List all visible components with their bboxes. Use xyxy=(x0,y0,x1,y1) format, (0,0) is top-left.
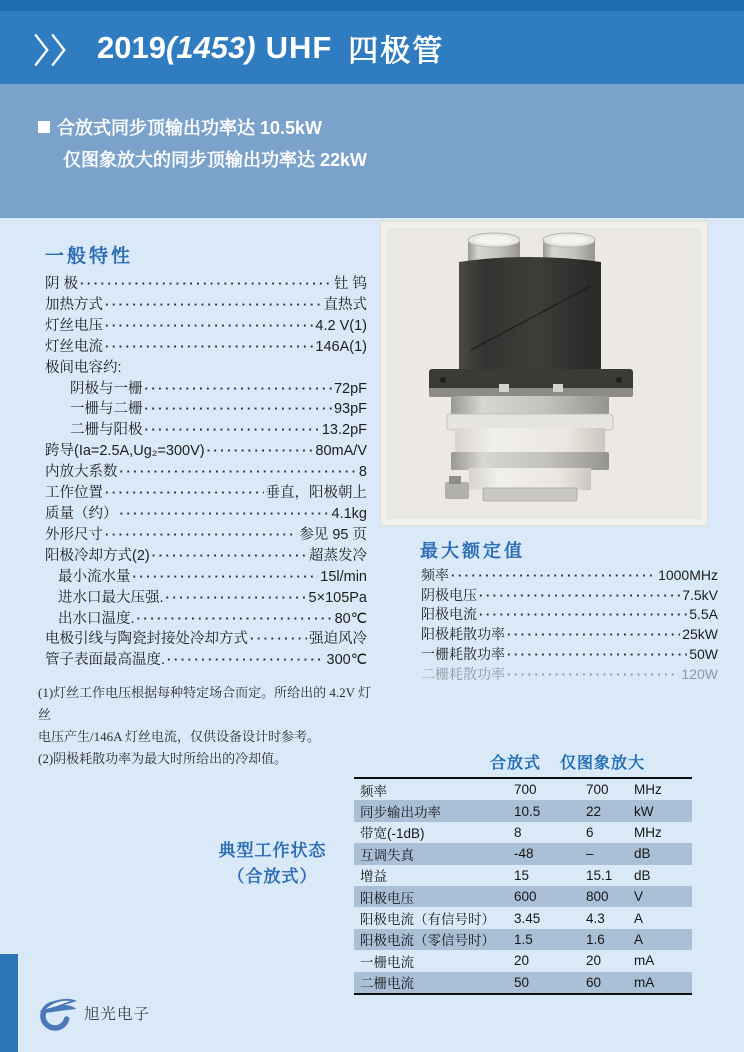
value-vision-only: 20 xyxy=(586,953,602,969)
table-row xyxy=(354,929,692,950)
row-label: 带宽(-1dB) xyxy=(360,826,425,842)
value-combined: 20 xyxy=(514,953,530,969)
spec-value: 146A(1) xyxy=(315,338,367,355)
spec-label: 一栅与二栅 xyxy=(70,401,143,418)
table-row xyxy=(354,886,692,907)
rating-row xyxy=(421,566,718,586)
spec-label: 进水口最大压强. xyxy=(58,589,164,606)
row-unit: dB xyxy=(634,867,651,883)
dot-leader xyxy=(479,605,687,625)
spec-label: 工作位置 xyxy=(45,485,103,502)
row-unit: MHz xyxy=(634,782,662,798)
row-unit: kW xyxy=(634,803,654,819)
dot-leader xyxy=(133,567,319,588)
rating-row xyxy=(421,645,718,665)
value-vision-only: 22 xyxy=(586,803,602,819)
value-combined: 600 xyxy=(514,889,537,905)
dot-leader xyxy=(145,420,320,441)
rating-label: 阳极电流 xyxy=(421,606,477,623)
spec-row xyxy=(45,609,367,630)
spec-row xyxy=(45,399,367,420)
row-label: 增益 xyxy=(360,869,387,885)
dot-leader xyxy=(120,462,357,483)
spec-value: 4.1kg xyxy=(331,505,367,522)
value-vision-only: 700 xyxy=(586,782,609,798)
chevrons-icon: 〉〉 xyxy=(34,33,83,70)
table-row xyxy=(354,950,692,971)
highlight-band xyxy=(0,84,744,218)
row-label: 频率 xyxy=(360,783,387,799)
spec-row xyxy=(45,588,367,609)
column-header-vision-only: 仅图象放大 xyxy=(560,755,646,772)
tube-model: 2019 xyxy=(97,29,166,65)
spec-value: 4.2 V(1) xyxy=(315,317,367,334)
value-vision-only: 1.6 xyxy=(586,931,605,947)
spec-value: 5×105Pa xyxy=(308,589,367,606)
dot-leader xyxy=(250,629,307,650)
spec-label: 阴 极 xyxy=(45,276,79,292)
spec-row xyxy=(45,337,367,358)
table-row xyxy=(354,822,692,843)
value-combined: 700 xyxy=(514,782,537,798)
band-label: UHF xyxy=(265,29,333,65)
dot-leader xyxy=(507,645,687,665)
top-accent-strip xyxy=(0,0,744,11)
highlight-line-2: 仅图象放大的同步顶输出功率达 22kW xyxy=(63,150,368,170)
row-unit: V xyxy=(634,889,644,905)
dot-leader xyxy=(145,399,332,420)
spec-label: 灯丝电压 xyxy=(45,317,103,334)
spec-row xyxy=(45,546,367,567)
dot-leader xyxy=(207,441,314,462)
typical-operation-caption xyxy=(185,838,360,890)
rating-value: 5.5A xyxy=(689,606,718,623)
row-unit: A xyxy=(634,910,644,926)
spec-value: 参见 95 页 xyxy=(299,526,367,543)
dot-leader xyxy=(451,566,656,586)
spec-label: 出水口温度. xyxy=(58,610,135,627)
table-header xyxy=(354,748,692,777)
company-name: 旭光电子 xyxy=(84,1006,151,1023)
row-label: 一栅电流 xyxy=(360,954,414,970)
general-characteristics-list xyxy=(45,274,367,671)
dot-leader xyxy=(105,337,313,358)
highlight-text-1: 合放式同步顶输出功率达 10.5kW xyxy=(57,118,323,138)
spec-label: 灯丝电流 xyxy=(45,338,103,355)
square-bullet-icon xyxy=(38,121,50,133)
operating-conditions-table xyxy=(354,748,692,995)
rating-value: 1000MHz xyxy=(658,567,718,583)
table-body xyxy=(354,777,692,995)
spec-value: 15l/min xyxy=(320,568,367,585)
spec-value: 8 xyxy=(358,464,367,481)
value-combined: -48 xyxy=(514,846,534,862)
table-row xyxy=(354,843,692,864)
rating-value: 50W xyxy=(689,645,718,662)
row-label: 二栅电流 xyxy=(360,976,414,992)
spec-label: 外形尺寸 xyxy=(45,526,103,543)
row-unit: dB xyxy=(634,846,651,862)
tube-variant: (1453) xyxy=(165,29,256,65)
spec-label: 最小流水量 xyxy=(58,568,131,585)
dot-leader xyxy=(80,274,332,295)
spec-label: 极间电容约: xyxy=(45,359,122,376)
spec-row xyxy=(45,379,367,400)
footer-accent-strip xyxy=(0,954,18,1052)
spec-label: 二栅与阳极 xyxy=(70,422,143,439)
column-header-combined-amp: 合放式 xyxy=(490,755,542,772)
dot-leader xyxy=(166,588,307,609)
spec-value: 强迫风冷 xyxy=(309,631,367,648)
spec-value: 72pF xyxy=(333,380,367,397)
company-logo-icon xyxy=(32,992,78,1034)
spec-label: 质量（约） xyxy=(45,505,118,522)
row-label: 阳极电流（零信号时） xyxy=(360,933,495,949)
page-header xyxy=(0,11,744,84)
spec-row xyxy=(45,567,367,588)
value-vision-only: 800 xyxy=(586,889,609,905)
value-combined: 3.45 xyxy=(514,910,541,926)
typical-caption-line-2: （合放式） xyxy=(227,867,318,886)
value-combined: 10.5 xyxy=(514,803,541,819)
rating-label: 阳极耗散功率 xyxy=(421,626,505,643)
spec-row xyxy=(45,316,367,337)
spec-row xyxy=(45,462,367,483)
footnotes xyxy=(38,682,374,770)
spec-row xyxy=(45,650,367,671)
spec-label: 内放大系数 xyxy=(45,464,118,481)
spec-value: 300℃ xyxy=(326,652,367,669)
rating-row xyxy=(421,625,718,645)
rating-value: 7.5kV xyxy=(682,586,718,603)
spec-value: 80℃ xyxy=(334,610,367,627)
row-label: 阳极电压 xyxy=(360,890,414,906)
tube-type: 四极管 xyxy=(348,34,445,68)
rating-row xyxy=(421,586,718,606)
value-vision-only: 60 xyxy=(586,974,602,990)
max-ratings-list xyxy=(421,566,718,684)
dot-leader xyxy=(105,525,297,546)
product-photo-frame xyxy=(380,221,708,526)
spec-value: 钍 钨 xyxy=(333,276,367,292)
dot-leader xyxy=(105,295,322,316)
rating-label: 一栅耗散功率 xyxy=(421,645,505,662)
rating-label: 频率 xyxy=(421,567,449,583)
dot-leader xyxy=(167,650,324,671)
spec-row xyxy=(45,525,367,546)
spec-value: 80mA/V xyxy=(315,443,367,460)
max-ratings-heading: 最大额定值 xyxy=(420,541,525,561)
tube-photo xyxy=(387,228,701,519)
spec-row xyxy=(45,274,367,295)
spec-row xyxy=(45,420,367,441)
dot-leader xyxy=(507,665,679,685)
dot-leader xyxy=(120,504,330,525)
tetrode-tube-illustration xyxy=(387,228,701,519)
table-row xyxy=(354,972,692,993)
dot-leader xyxy=(507,625,680,645)
rating-row xyxy=(421,605,718,625)
row-label: 阳极电流（有信号时） xyxy=(360,912,495,928)
dot-leader xyxy=(105,316,313,337)
spec-label: 阴极与一栅 xyxy=(70,380,143,397)
spec-row xyxy=(45,629,367,650)
row-unit: mA xyxy=(634,953,655,969)
value-combined: 1.5 xyxy=(514,931,533,947)
spec-row xyxy=(45,295,367,316)
spec-label: 管子表面最高温度. xyxy=(45,652,166,669)
rating-label: 二栅耗散功率 xyxy=(421,665,505,682)
rating-value: 120W xyxy=(681,665,718,682)
typical-caption-line-1: 典型工作状态 xyxy=(218,841,327,860)
value-combined: 50 xyxy=(514,974,530,990)
row-unit: A xyxy=(634,931,644,947)
table-row xyxy=(354,800,692,821)
dot-leader xyxy=(137,609,333,630)
value-vision-only: – xyxy=(586,846,594,862)
rating-row xyxy=(421,665,718,685)
spec-value: 超蒸发冷 xyxy=(309,547,367,564)
spec-label: 电极引线与陶瓷封接处冷却方式 xyxy=(45,631,248,648)
rating-label: 阴极电压 xyxy=(421,586,477,603)
footnote-line: (2)阴极耗散功率为最大时所给出的冷却值。 xyxy=(38,751,288,766)
spec-value: 垂直，阳极朝上 xyxy=(265,485,367,502)
spec-row xyxy=(45,441,367,462)
value-vision-only: 15.1 xyxy=(586,867,613,883)
footnote-line: (1)灯丝工作电压根据每种特定场合而定。所给出的 4.2V 灯丝 xyxy=(38,685,372,722)
row-unit: mA xyxy=(634,974,655,990)
value-combined: 8 xyxy=(514,824,522,840)
spec-value: 93pF xyxy=(333,401,367,418)
value-vision-only: 4.3 xyxy=(586,910,605,926)
dot-leader xyxy=(479,586,680,606)
table-row xyxy=(354,779,692,800)
spec-label: 跨导(Ia=2.5A,Ug₂=300V) xyxy=(45,443,205,460)
row-unit: MHz xyxy=(634,824,662,840)
dot-leader xyxy=(105,483,264,504)
dot-leader xyxy=(152,546,307,567)
dot-leader xyxy=(145,379,332,400)
table-row xyxy=(354,865,692,886)
rating-value: 25kW xyxy=(682,626,718,643)
highlight-line-1 xyxy=(38,114,322,140)
spec-value: 13.2pF xyxy=(321,422,367,439)
row-label: 同步输出功率 xyxy=(360,805,441,821)
table-row xyxy=(354,907,692,928)
spec-label: 加热方式 xyxy=(45,296,103,313)
spec-row xyxy=(45,483,367,504)
footnote-line: 电压产生/146A 灯丝电流，仅供设备设计时参考。 xyxy=(38,729,321,744)
value-combined: 15 xyxy=(514,867,530,883)
value-vision-only: 6 xyxy=(586,824,594,840)
spec-row xyxy=(45,358,367,379)
spec-label: 阳极冷却方式(2) xyxy=(45,547,150,564)
spec-value: 直热式 xyxy=(323,296,367,313)
general-characteristics-heading: 一般特性 xyxy=(45,246,134,267)
spec-row xyxy=(45,504,367,525)
row-label: 互调失真 xyxy=(360,847,414,863)
